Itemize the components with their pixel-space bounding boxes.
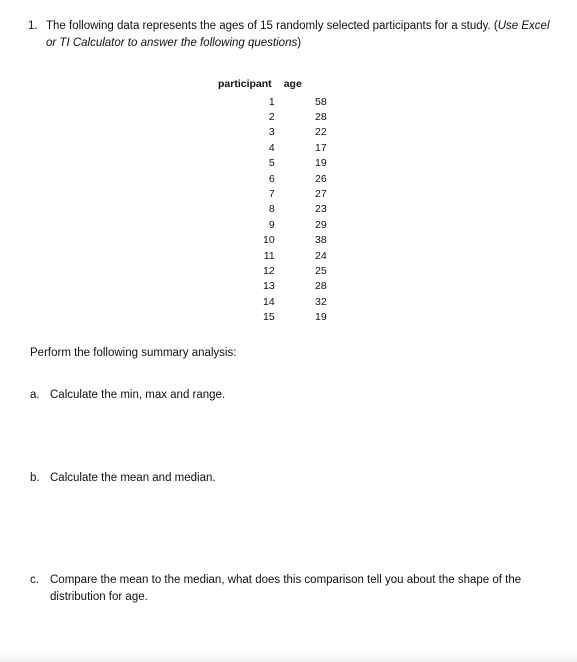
participant-cell: 6 [268,172,275,185]
participant-cell: 3 [268,126,275,139]
table-row [214,248,327,263]
table-row [214,140,327,155]
participant-cell: 8 [268,203,275,216]
table-row [214,294,327,309]
table-row [214,217,327,232]
table-row [214,263,327,278]
table-row [214,279,327,294]
age-cell: 27 [315,188,327,201]
table-row [214,309,327,324]
participant-cell: 4 [268,141,275,154]
table-row [214,94,327,109]
table-row [214,171,327,186]
age-cell: 32 [315,295,327,308]
participant-header: participant [218,78,272,90]
table-row [214,125,327,140]
participant-cell: 13 [263,280,275,293]
participant-cell: 15 [263,311,275,324]
part-a [30,389,225,401]
participant-cell: 14 [263,295,275,308]
age-cell: 58 [315,95,327,108]
age-cell: 17 [315,141,327,154]
part-b [30,472,216,484]
question-text: The following data represents the ages of 15 randomly selected participants for a study. (Use Excel or TI Calculator to answer the following questions) [46,20,550,49]
question-1 [28,18,558,52]
table-row [214,156,327,171]
age-cell: 28 [315,280,327,293]
age-cell: 19 [315,311,327,324]
part-c-label: c. [30,574,39,586]
age-cell: 28 [315,111,327,124]
age-cell: 25 [315,264,327,277]
participant-cell: 9 [268,218,275,231]
age-header: age [283,78,302,90]
part-b-label: b. [30,472,40,484]
part-a-label: a. [30,389,40,401]
participant-cell: 5 [268,157,275,170]
age-cell: 19 [315,157,327,170]
participant-cell: 1 [268,95,275,108]
part-a-text: Calculate the min, max and range. [50,389,226,401]
participant-cell: 10 [263,234,275,247]
question-number: 1. [28,20,38,32]
age-cell: 24 [315,249,327,262]
participant-cell: 12 [263,264,275,277]
age-cell: 23 [315,203,327,216]
participant-cell: 2 [268,111,275,124]
table-row [214,109,327,124]
part-c-text: Compare the mean to the median, what does this comparison tell you about the shape of the distribution for age. [50,574,522,603]
summary-intro: Perform the following summary analysis: [30,347,237,359]
ages-table [214,78,327,325]
table-row [214,186,327,201]
age-cell: 29 [315,218,327,231]
table-row [214,202,327,217]
participant-cell: 11 [263,249,275,262]
part-b-text: Calculate the mean and median. [50,472,216,484]
age-cell: 26 [315,172,327,185]
participant-cell: 7 [268,188,275,201]
table-row [214,233,327,248]
page-bottom-edge [0,652,577,662]
age-cell: 38 [315,234,327,247]
age-cell: 22 [315,126,327,139]
question-instruction: Use Excel or TI Calculator to answer the following questions [46,20,550,49]
part-c [30,572,550,606]
table-header-row [214,78,327,94]
